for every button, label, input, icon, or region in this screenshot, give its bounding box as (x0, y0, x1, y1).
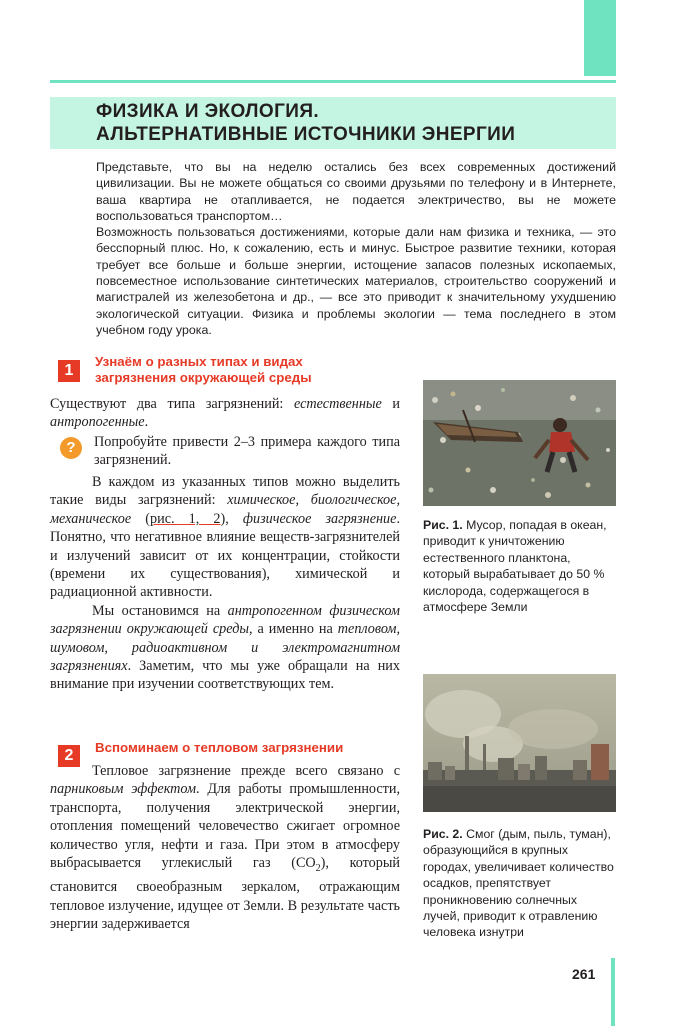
figure-reference-link[interactable]: рис. 1, 2 (150, 510, 221, 527)
city-smog-photo (423, 674, 616, 812)
header-rule (50, 80, 616, 83)
page-number: 261 (572, 966, 596, 982)
figure-2-caption: Рис. 2. Смог (дым, пыль, туман), образующийся в крупных городах, увеличивает количество осадков, препятствует проникновению солнечных лучей, приводит к отравлению человека изнутри (423, 827, 614, 940)
section-1-title (95, 354, 312, 386)
section-2-paragraph-1: Тепловое загрязнение прежде всего связано с парниковым эффектом. Для работы промышленности, транспорта, получения электрической энергии, отопления помещений человечество сжигает огромное количество угля, нефти и газа. При этом в атмосферу выбрасывается углекислый газ $(CO_2)$, который становится своеобразным зеркалом, отражающим тепловое излучение, идущее от Земли. В результате часть энергии задерживается (50, 763, 400, 933)
intro-paragraph-1: Представьте, что вы на неделю остались без всех современных достижений цивилизации. Вы не можете общаться со своими друзьями по телефону и в Интернете, ваша квартира не отапливается, не подается электричество, вы не можете воспользоваться транспортом… (96, 160, 616, 223)
chapter-title-line1: ФИЗИКА И ЭКОЛОГИЯ. (96, 101, 320, 122)
ocean-garbage-photo (423, 380, 616, 506)
section-number-badge: 2 (58, 745, 80, 767)
question-text: Попробуйте привести 2–3 примера каждого типа загрязнений. (94, 434, 400, 469)
intro-paragraph-2: Возможность пользоваться достижениями, которые дали нам физика и техника, — это бесспорный плюс. Но, к сожалению, есть и минус. Быстрое развитие техники, которая требует все больше и больше энергии, истощение запасов полезных ископаемых, повсеместное использование синтетических материалов, строительство сооружений и магистралей из железобетона и др., — все это приводит к значительному ухудшению экологической ситуации. Физика и проблемы экологии — тема последнего в этом учебном году урока. (96, 225, 616, 337)
section-1-paragraph-2: В каждом из указанных типов можно выделить такие виды загрязнений: химическое, биологическое, механическое (рис. 1, 2), физическое загрязнение. Понятно, что негативное влияние веществ-загрязнителей и излучений зависит от их концентрации, стойкости (времени их существования), химической и радиационной активности. (50, 474, 400, 601)
figure-1-label: Рис. 1. (423, 518, 463, 532)
section-number-badge: 1 (58, 360, 80, 382)
page-number-bar (611, 958, 615, 1026)
corner-accent-tab (584, 0, 616, 76)
chapter-title-line2: АЛЬТЕРНАТИВНЫЕ ИСТОЧНИКИ ЭНЕРГИИ (96, 124, 516, 145)
figure-1-caption: Рис. 1. Мусор, попадая в океан, приводит к уничтожению естественного планктона, который вырабатывает до 50 % кислорода, содержащегося в атмосфере Земли (423, 518, 607, 615)
section-1-body (50, 473, 400, 694)
section-2-title: Вспоминаем о тепловом загрязнении (95, 740, 344, 755)
section-1-title-line1: Узнаём о разных типах и видах (95, 354, 303, 369)
figure-2-label: Рис. 2. (423, 827, 463, 841)
section-1-title-line2: загрязнения окружающей среды (95, 370, 312, 385)
section-1-intro (50, 395, 400, 432)
section-1-paragraph-1: Существуют два типа загрязнений: естественные и антропогенные. (50, 396, 400, 431)
section-2-body (50, 762, 400, 933)
question-icon: ? (60, 437, 82, 459)
intro-text (96, 159, 616, 338)
section-1-paragraph-3: Мы остановимся на антропогенном физическом загрязнении окружающей среды, а именно на тепловом, шумовом, радиоактивном и электромагнитном загрязнениях. Заметим, что мы уже обращали на них внимание при изучении соответствующих тем. (50, 602, 400, 693)
